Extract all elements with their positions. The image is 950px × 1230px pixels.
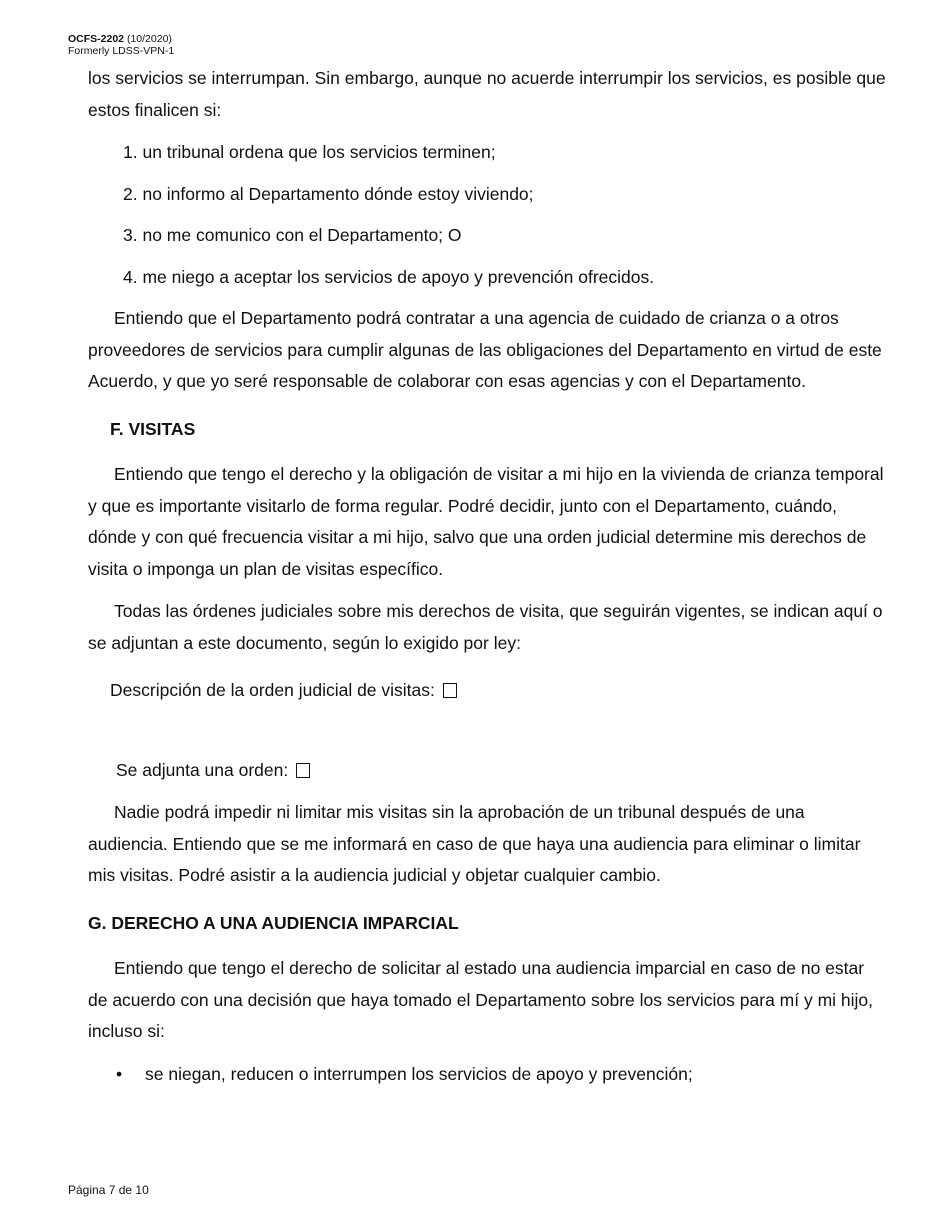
order-description-label: Descripción de la orden judicial de visitas: xyxy=(110,680,435,700)
hearing-paragraph: Entiendo que tengo el derecho de solicitar al estado una audiencia imparcial en caso de no estar de acuerdo con una decisión que haya tomado el Departamento sobre los servicios para mí y mi hijo, incluso si: xyxy=(88,958,874,1041)
section-f-heading: F. VISITAS xyxy=(110,418,196,439)
condition-item: 2. no informo al Departamento dónde estoy viviendo; xyxy=(123,183,534,204)
visits-paragraph-3: Nadie podrá impedir ni limitar mis visitas sin la aprobación de un tribunal después de una audiencia. Entiendo que se me informará en caso de que haya una audiencia para eliminar o limitar mis visitas. Podré asistir a la audiencia judicial y objetar cualquier cambio. xyxy=(88,802,861,885)
condition-item: 4. me niego a aceptar los servicios de apoyo y prevención ofrecidos. xyxy=(123,266,655,287)
formerly-code: Formerly LDSS-VPN-1 xyxy=(68,45,175,57)
termination-conditions-list xyxy=(88,137,888,293)
order-attached-label: Se adjunta una orden: xyxy=(116,759,289,780)
bullet-icon: • xyxy=(116,1063,123,1084)
hearing-bullet-text: se niegan, reducen o interrumpen los servicios de apoyo y prevención; xyxy=(145,1063,693,1084)
document-body xyxy=(88,63,888,1090)
section-g-heading: G. DERECHO A UNA AUDIENCIA IMPARCIAL xyxy=(88,912,459,933)
order-attached-row xyxy=(116,755,888,787)
contract-paragraph: Entiendo que el Departamento podrá contratar a una agencia de cuidado de crianza o a otros proveedores de servicios para cumplir algunas de las obligaciones del Departamento en virtud de este Acuerdo, y que yo seré responsable de colaborar con esas agencias y con el Departamento. xyxy=(88,308,882,391)
form-date: (10/2020) xyxy=(126,33,172,45)
visits-paragraph-1: Entiendo que tengo el derecho y la obligación de visitar a mi hijo en la vivienda de crianza temporal y que es importante visitarlo de forma regular. Podré decidir, junto con el Departamento, cuándo, dónde y con qué frecuencia visitar a mi hijo, salvo que una orden judicial determine mis derechos de visita o imponga un plan de visitas específico. xyxy=(88,464,884,579)
intro-paragraph: los servicios se interrumpan. Sin embargo, aunque no acuerde interrumpir los servicios, es posible que estos finalicen si: xyxy=(88,68,886,120)
page-number: Página 7 de 10 xyxy=(68,1183,149,1197)
order-description-checkbox[interactable] xyxy=(443,683,457,698)
form-header xyxy=(68,33,174,57)
condition-item: 1. un tribunal ordena que los servicios terminen; xyxy=(123,142,496,162)
form-code: OCFS-2202 xyxy=(68,33,125,45)
visits-paragraph-2: Todas las órdenes judiciales sobre mis derechos de visita, que seguirán vigentes, se indican aquí o se adjuntan a este documento, según lo exigido por ley: xyxy=(88,601,883,653)
hearing-bullet-item xyxy=(116,1059,888,1091)
order-attached-checkbox[interactable] xyxy=(296,763,310,778)
order-description-row xyxy=(110,675,888,707)
condition-item: 3. no me comunico con el Departamento; O xyxy=(123,225,462,245)
